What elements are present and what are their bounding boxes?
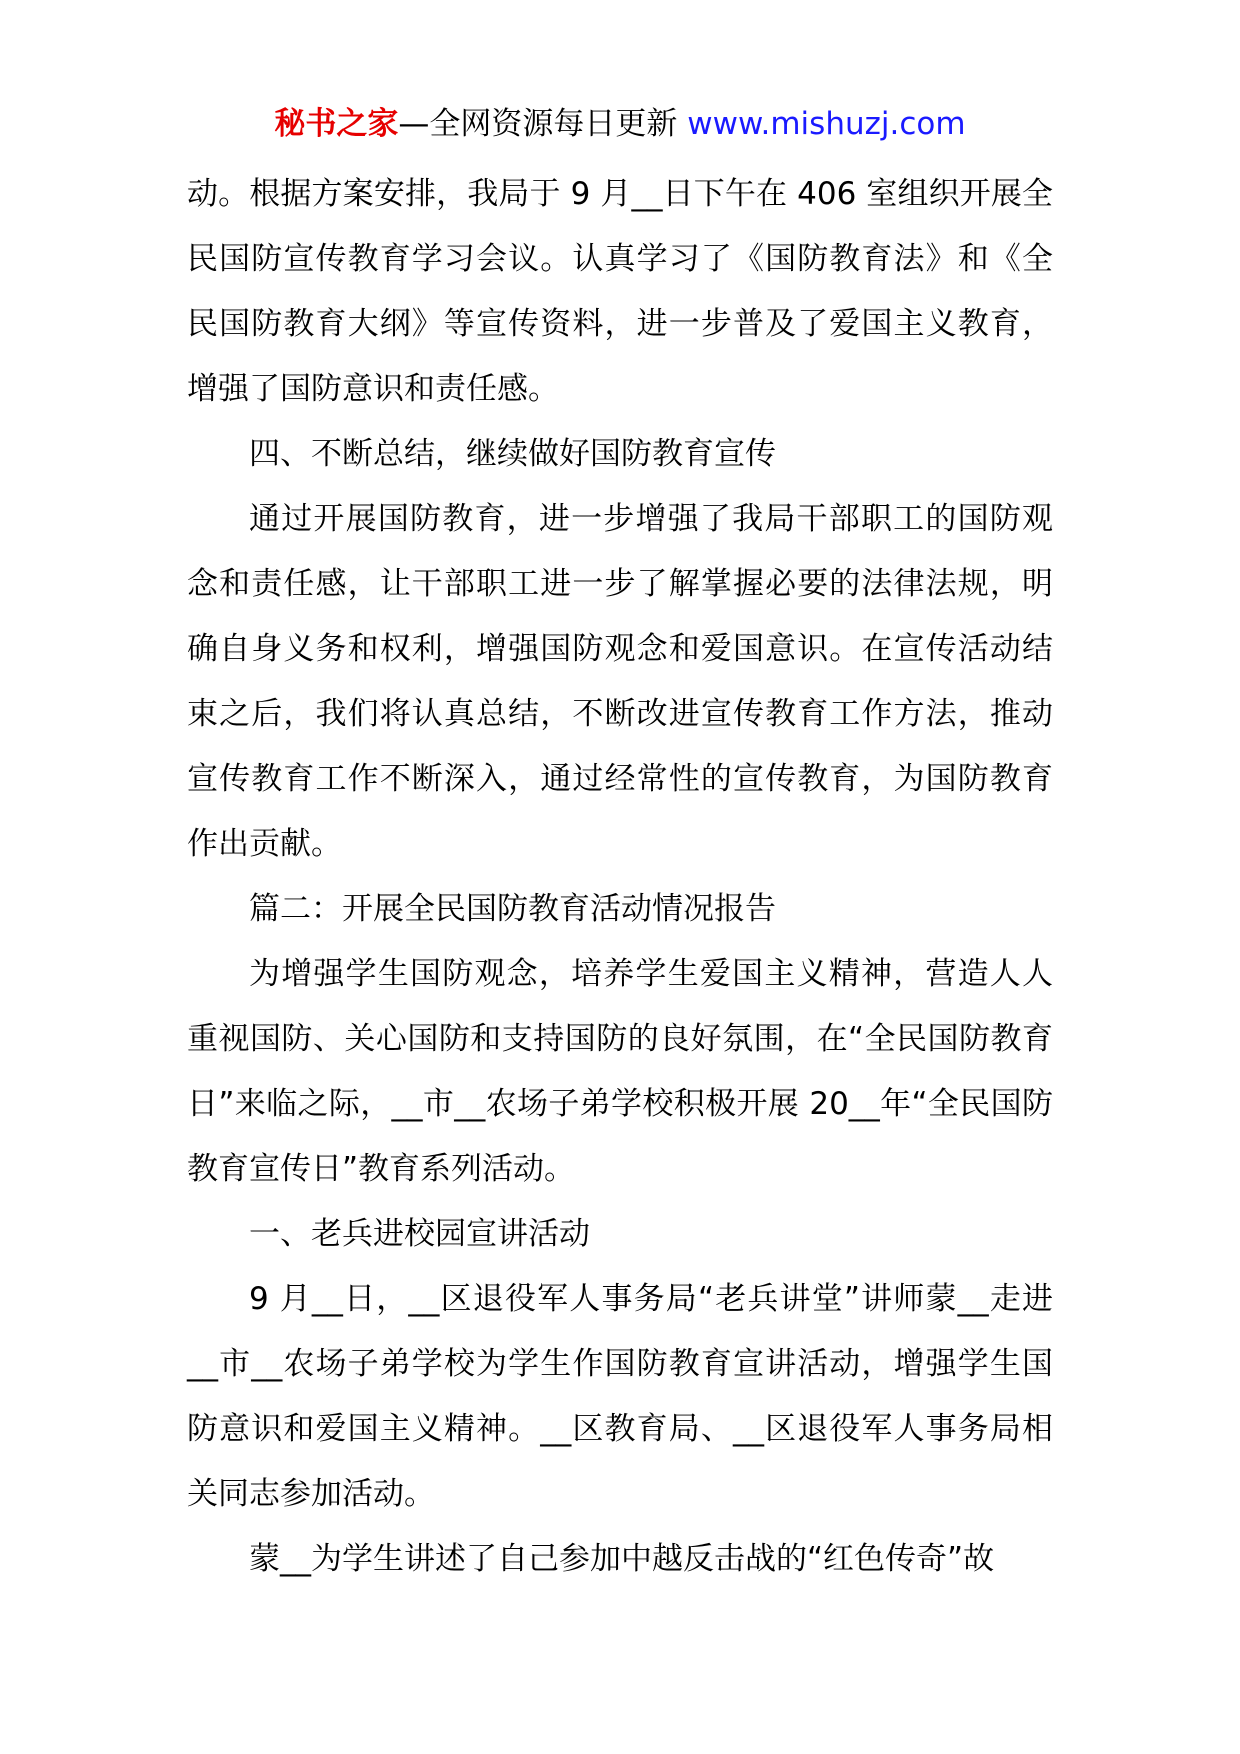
paragraph: 通过开展国防教育，进一步增强了我局干部职工的国防观念和责任感，让干部职工进一步了解掌握必要的法律法规，明确自身义务和权利，增强国防观念和爱国意识。在宣传活动结束之后，我们将认真总结，不断改进宣传教育工作方法，推动宣传教育工作不断深入，通过经常性的宣传教育，为国防教育作出贡献。 xyxy=(187,501,1053,862)
paragraph: 9 月__日，__区退役军人事务局“老兵讲堂”讲师蒙__走进__市__农场子弟学校为学生作国防教育宣讲活动，增强学生国防意识和爱国主义精神。__区教育局、__区退役军人事务局相关同志参加活动。 xyxy=(187,1281,1053,1512)
paragraph: 为增强学生国防观念，培养学生爱国主义精神，营造人人重视国防、关心国防和支持国防的良好氛围，在“全民国防教育日”来临之际，__市__农场子弟学校积极开展 20__年“全民国防教育宣传日”教育系列活动。 xyxy=(187,956,1053,1187)
header-brand: 秘书之家 xyxy=(274,106,399,142)
page-header xyxy=(0,100,1240,148)
document-body xyxy=(187,162,1053,1592)
paragraph: 蒙__为学生讲述了自己参加中越反击战的“红色传奇”故 xyxy=(249,1541,995,1577)
section-heading-one: 一、老兵进校园宣讲活动 xyxy=(249,1216,590,1252)
paragraph-continued: 动。根据方案安排，我局于 9 月__日下午在 406 室组织开展全民国防宣传教育学习会议。认真学习了《国防教育法》和《全民国防教育大纲》等宣传资料，进一步普及了爱国主义教育，增强了国防意识和责任感。 xyxy=(187,176,1053,407)
header-tagline: —全网资源每日更新 xyxy=(398,106,678,142)
header-url-link[interactable]: www.mishuzj.com xyxy=(687,106,966,142)
section-heading-four: 四、不断总结，继续做好国防教育宣传 xyxy=(249,436,776,472)
article-title-part-two: 篇二：开展全民国防教育活动情况报告 xyxy=(249,891,776,927)
